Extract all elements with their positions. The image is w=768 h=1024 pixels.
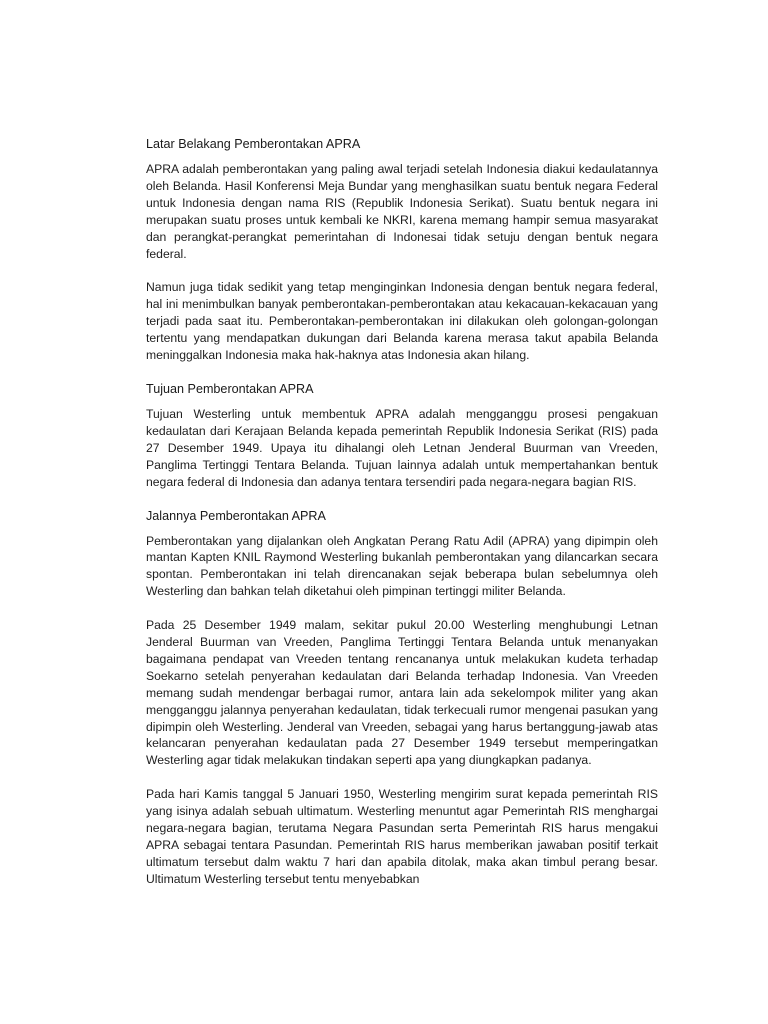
section-heading-tujuan: Tujuan Pemberontakan APRA xyxy=(146,381,314,396)
document-page xyxy=(146,136,658,905)
paragraph: Pada 25 Desember 1949 malam, sekitar pukul 20.00 Westerling menghubungi Letnan Jenderal Buurman van Vreeden, Panglima Tertinggi Tentara Belanda untuk menanyakan bagaimana pendapat van Vreeden tentang rencananya untuk melakukan kudeta terhadap Soekarno setelah penyerahan kedaulatan dari Belanda terhadap Indonesia. Van Vreeden memang sudah mendengar berbagai rumor, antara lain ada sekelompok militer yang akan mengganggu jalannya penyerahan kedaulatan, tidak terkecuali rumor mengenai pasukan yang dipimpin oleh Westerling. Jenderal van Vreeden, sebagai yang harus bertanggung-jawab atas kelancaran penyerahan kedaulatan pada 27 Desember 1949 tersebut memperingatkan Westerling agar tidak melakukan tindakan seperti apa yang diungkapkan padanya. xyxy=(146,618,658,768)
section-heading-latar-belakang: Latar Belakang Pemberontakan APRA xyxy=(146,137,361,151)
paragraph: Tujuan Westerling untuk membentuk APRA adalah mengganggu prosesi pengakuan kedaulatan dari Kerajaan Belanda kepada pemerintah Republik Indonesia Serikat (RIS) pada 27 Desember 1949. Upaya itu dihalangi oleh Letnan Jenderal Buurman van Vreeden, Panglima Tertinggi Tentara Belanda. Tujuan lainnya adalah untuk mempertahankan bentuk negara federal di Indonesia dan adanya tentara tersendiri pada negara-negara bagian RIS. xyxy=(146,406,658,489)
paragraph: APRA adalah pemberontakan yang paling awal terjadi setelah Indonesia diakui kedaulatannya oleh Belanda. Hasil Konferensi Meja Bundar yang menghasilkan suatu bentuk negara Federal untuk Indonesia dengan nama RIS (Republik Indonesia Serikat). Suatu bentuk negara ini merupakan suatu proses untuk kembali ke NKRI, karena memang hampir semua masyarakat dan perangkat-perangkat pemerintahan di Indonesai tidak setuju dengan bentuk negara federal. xyxy=(146,162,658,261)
section-heading-jalannya: Jalannya Pemberontakan APRA xyxy=(146,508,326,523)
paragraph: Namun juga tidak sedikit yang tetap menginginkan Indonesia dengan bentuk negara federal, hal ini menimbulkan banyak pemberontakan-pemberontakan atau kekacauan-kekacauan yang terjadi pada saat itu. Pemberontakan-pemberontakan ini dilakukan oleh golongan-golongan tertentu yang mendapatkan dukungan dari Belanda karena merasa takut apabila Belanda meninggalkan Indonesia maka hak-haknya atas Indonesia akan hilang. xyxy=(146,280,658,363)
paragraph: Pada hari Kamis tanggal 5 Januari 1950, Westerling mengirim surat kepada pemerintah RIS yang isinya adalah sebuah ultimatum. Westerling menuntut agar Pemerintah RIS menghargai negara-negara bagian, terutama Negara Pasundan serta Pemerintah RIS harus mengakui APRA sebagai tentara Pasundan. Pemerintah RIS harus memberikan jawaban positif terkait ultimatum tersebut dalm waktu 7 hari dan apabila ditolak, maka akan timbul perang besar. Ultimatum Westerling tersebut tentu menyebabkan xyxy=(146,787,658,886)
paragraph: Pemberontakan yang dijalankan oleh Angkatan Perang Ratu Adil (APRA) yang dipimpin oleh mantan Kapten KNIL Raymond Westerling bukanlah pemberontakan yang dilancarkan secara spontan. Pemberontakan ini telah direncanakan sejak beberapa bulan sebelumnya oleh Westerling dan bahkan telah diketahui oleh pimpinan tertinggi militer Belanda. xyxy=(146,533,658,599)
